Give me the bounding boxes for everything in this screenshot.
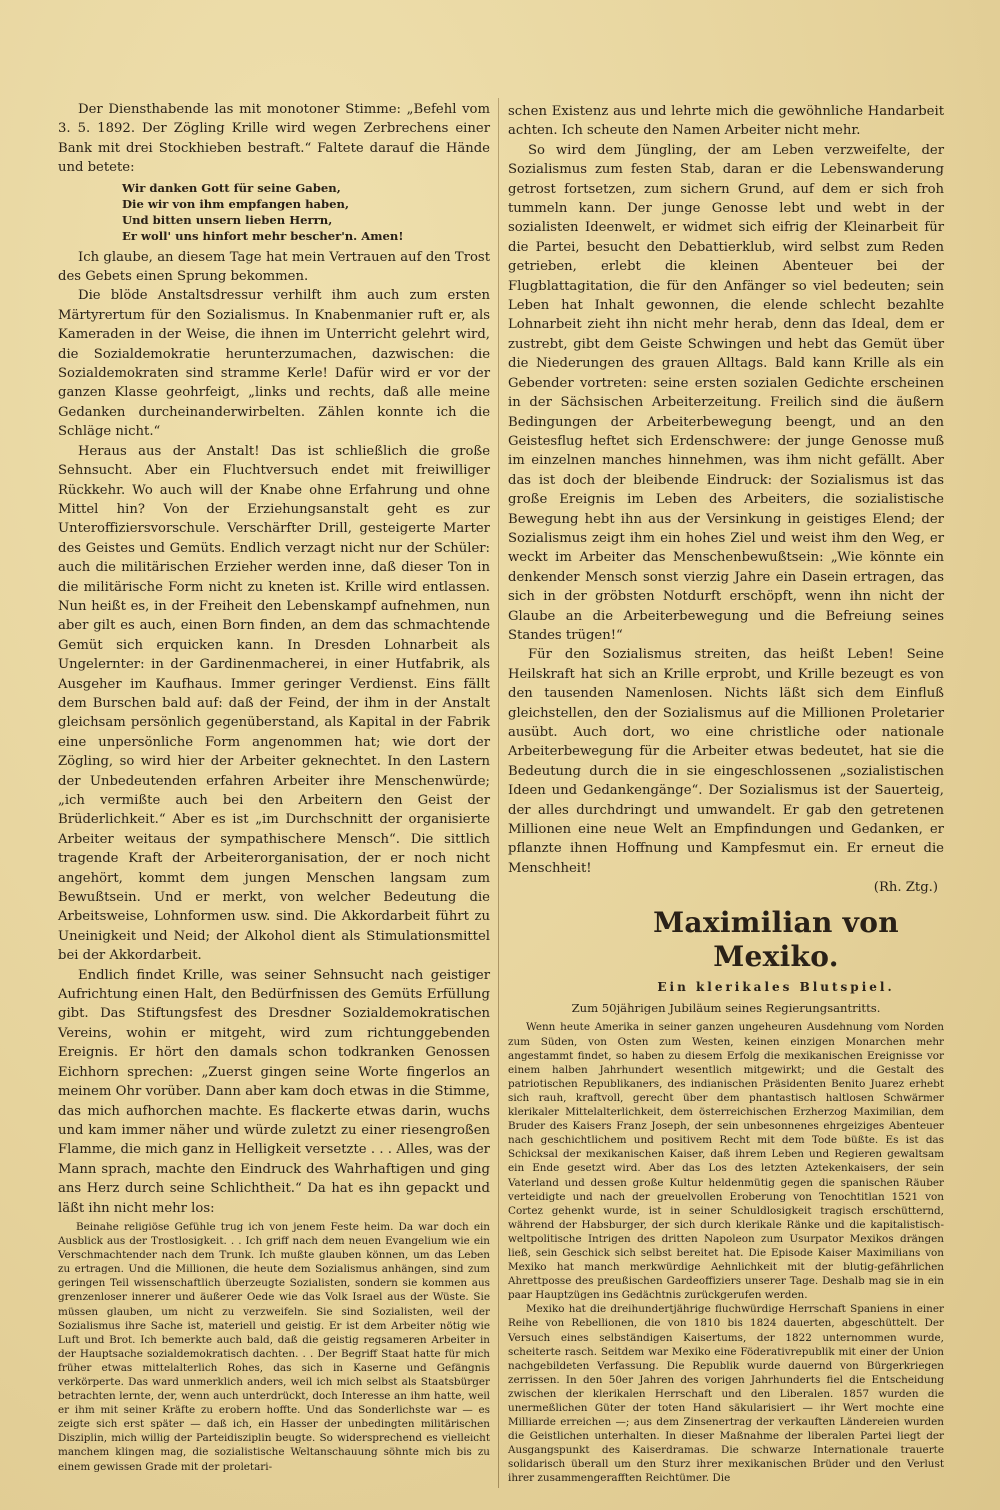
paragraph-awakening: Endlich findet Krille, was seiner Sehnsucht nach geistiger Aufrichtung einen Halt, den Bedürfnissen des Gemüts Erfüllung gibt. Das Stiftungsfest des Dresdner Sozialdemokratischen Vereins, wohin er mitgeht, wird zum richtunggebenden Ereignis. Er hört den damals schon todkranken Genossen Eichhorn sprechen: „Zuerst gingen seine Worte fingerlos an meinem Ohr vorüber. Dann aber kam doch etwas in die Stimme, das mich aufhorchen machte. Es flackerte etwas darin, wuchs und kam immer näher und würde zuletzt zu einer riesengroßen Flamme, die mich ganz in Helligkeit versetzte . . . Alles, was der Mann sprach, machte den Eindruck des Wahrhaftigen und ging ans Herz durch seine Schlichtheit.“ Da hat es ihn gepackt und läßt ihn nicht mehr los: [58, 967, 490, 1216]
quote-text: Beinahe religiöse Gefühle trug ich von jenem Feste heim. Da war doch ein Ausblick aus der Trostlosigkeit. . . Ich griff nach dem neuen Evangelium wie ein Verschmachtender nach dem Trunk. Ich mußte glauben können, um das Leben zu ertragen. Und die Millionen, die heute dem Sozialismus anhängen, sind zum geringen Teil wissenschaftlich überzeugte Sozialisten, sondern sie kommen aus grenzenloser innerer und äußerer Oede wie das Volk Israel aus der Wüste. Sie müssen glauben, um nicht zu verzweifeln. Sie sind Sozialisten, weil der Sozialismus ihre Sache ist, materiell und geistig. Er ist dem Arbeiter nötig wie Luft und Brot. Ich bemerkte auch bald, daß die geistig regsameren Arbeiter in der Hauptsache sozialdemokratisch dachten. . . Der Begriff Staat hatte für mich früher etwas mittelalterlich Rohes, das sich in Kaserne und Gefängnis verkörperte. Das ward unmerklich anders, weil ich mich selbst als Staatsbürger betrachten lernte, der, wenn auch unterdrückt, doch Interesse an ihm hatte, weil er ihm mit seiner Kräfte zu erobern hoffte. Und das Sonderlichste war — es zeigte sich erst später — daß ich, ein Hasser der unbedingten militärischen Disziplin, mich willig der Parteidisziplin beugte. So widersprechend es vielleicht manchem klingen mag, die sozialistische Weltanschauung söhnte mich bis zu einem gewissen Grade mit der proletari- [58, 1220, 490, 1473]
prayer-verse [122, 180, 490, 244]
left-column [58, 100, 490, 1474]
article-subtitle: Ein klerikales Blutspiel. [657, 979, 895, 994]
column-divider [498, 98, 499, 1488]
article-title: Maximilian von Mexiko. [653, 905, 899, 973]
paragraph-escape: Heraus aus der Anstalt! Das ist schließlich die große Sehnsucht. Aber ein Fluchtversuch endet mit freiwilliger Rückkehr. Wo auch will der Knabe ohne Erfahrung und ohne Mittel hin? Von der Erziehungsanstalt geht es zur Unteroffiziersvorschule. Verschärfter Drill, gesteigerte Marter des Geistes und Gemüts. Endlich verzagt nicht nur der Schüler: auch die militärischen Erzieher werden inne, daß dieser Ton in die militärische Form nicht zu kneten ist. Krille wird entlassen. Nun heißt es, in der Freiheit den Lebenskampf aufnehmen, nun aber gilt es auch, einen Born finden, an dem das schmachtende Gemüt sich erquicken kann. In Dresden Lohnarbeit als Ungelernter: in der Gardinenmacherei, in einer Hutfabrik, als Ausgeher im Kaufhaus. Immer geringer Verdienst. Eins fällt dem Burschen bald auf: daß der Feind, der ihm in der Anstalt gleichsam persönlich gegenüberstand, als Kapital in der Fabrik eine unpersönliche Form angenommen hat; wie dort der Zögling, so wird hier der Arbeiter geknechtet. In den Lastern der Unbedeutenden erfahren Arbeiter ihre Menschenwürde; „ich vermißte auch bei den Arbeitern den Geist der Brüderlichkeit.“ Aber es ist „im Durchschnitt der organisierte Arbeiter weitaus der sympathischere Mensch“. Die sittlich tragende Kraft der Arbeiterorganisation, der er noch nicht angehört, kommt dem jungen Menschen langsam zum Bewußtsein. Und er merkt, von welcher Bedeutung die Arbeitsweise, Lohnformen usw. sind. Die Akkordarbeit führt zu Uneinigkeit und Neid; der Alkohol dient als Stimulationsmittel bei der Akkordarbeit. [58, 443, 490, 964]
article-body [508, 1020, 944, 1485]
article-paragraph: Mexiko hat die dreihundertjährige fluchwürdige Herrschaft Spaniens in einer Reihe von Rebellionen, die von 1810 bis 1824 dauerten, abgeschüttelt. Der Versuch eines selbständigen Kaisertums, der 1822 unternommen wurde, scheiterte rasch. Seitdem war Mexiko eine Föderativrepublik mit einer der Union nachgebildeten Verfassung. Die Republik wurde dauernd von Bürgerkriegen zerrissen. In den 50er Jahren des vorigen Jahrhunderts fiel die Entscheidung zwischen der klerikalen Herrschaft und den Liberalen. 1857 wurden die unermeßlichen Güter der toten Hand säkularisiert — ihr Wert mochte eine Milliarde erreichen —; aus dem Zinsenertrag der verkauften Ländereien wurden die Geistlichen unterhalten. In dieser Maßnahme der liberalen Partei liegt der Ausgangspunkt des Kaiserdramas. Die schwarze Internationale trauerte solidarisch überall um den Sturz ihrer mexikanischen Brüder und den Verlust ihrer zusammengerafften Reichtümer. Die [508, 1303, 944, 1485]
article-paragraph: Wenn heute Amerika in seiner ganzen ungeheuren Ausdehnung vom Norden zum Süden, von Osten zum Westen, keinen einzigen Monarchen mehr angestammt findet, so haben zu diesem Erfolg die mexikanischen Ereignisse vor einem halben Jahrhundert wesentlich mitgewirkt; und die Gestalt des patriotischen Republikaners, des indianischen Präsidenten Benito Juarez erhebt sich rauh, kraftvoll, gerecht über dem phantastisch haltlosen Schwärmer klerikaler Mittelalterlichkeit, dem österreichischen Erzherzog Maximilian, dem Bruder des Kaisers Franz Joseph, der sein unbesonnenes ehrgeiziges Abenteuer nach geschichtlichem und positivem Recht mit dem Tode büßte. Es ist das Schicksal der mexikanischen Kaiser, daß ihrem Leben und Regieren gewaltsam ein Ende gesetzt wird. Aber das Los des letzten Aztekenkaisers, der sein Vaterland und dessen große Kultur heldenmütig gegen die spanischen Räuber verteidigte und nach der greuelvollen Eroberung von Tenochtitlan 1521 von Cortez gehenkt wurde, ist in seiner Schuldlosigkeit tragisch erschütternd, während der Habsburger, der sich durch klerikale Ränke und die kapitalistisch-weltpolitische Intrigen des dritten Napoleon zum Usurpator Mexikos drängen ließ, sein Geschick sich selbst bereitet hat. Die Episode Kaiser Maximilians von Mexiko hat manch merkwürdige Aehnlichkeit mit der blutig-gefährlichen Ahrettposse des preußischen Gardeoffiziers unserer Tage. Deshalb mag sie in ein paar Hauptzügen ins Gedächtnis zurückgerufen werden. [508, 1021, 944, 1302]
paragraph-order-reading: Der Diensthabende las mit monotoner Stimme: „Befehl vom 3. 5. 1892. Der Zögling Krille wird wegen Zerbrechens einer Bank mit drei Stockhieben bestraft.“ Faltete darauf die Hände und betete: [58, 102, 490, 176]
paragraph-socialism-life: Für den Sozialismus streiten, das heißt Leben! Seine Heilskraft hat sich an Krille erprobt, und Krille bezeugt es von den tausenden Namenlosen. Nichts läßt sich dem Einfluß gleichstellen, den der Sozialismus auf die Millionen Proletarier ausübt. Auch dort, wo eine christliche oder nationale Arbeiterbewegung für die Arbeiter etwas bedeutet, hat sie die Bedeutung durch die in sie eingeschlossenen „sozialistischen Ideen und Gedankengänge“. Der Sozialismus ist der Sauerteig, der alles durchdringt und umwandelt. Er gab den getretenen Millionen eine neue Welt an Empfindungen und Gedanken, er pflanzte ihnen Hoffnung und Kampfesmut ein. Er erneut die Menschheit! [508, 647, 944, 876]
verse-line: Und bitten unsern lieben Herrn, [122, 212, 333, 227]
source-attribution: (Rh. Ztg.) [873, 880, 938, 896]
paragraph-continuation: schen Existenz aus und lehrte mich die gewöhnliche Handarbeit achten. Ich scheute den Namen Arbeiter nicht mehr. [508, 104, 944, 139]
verse-line: Die wir von ihm empfangen haben, [122, 196, 349, 211]
paragraph-martyrdom: Die blöde Anstaltsdressur verhilft ihm auch zum ersten Märtyrertum für den Sozialismus. In Knabenmanier ruft er, als Kameraden in der Weise, die ihnen im Unterricht gelehrt wird, die Sozialdemokratie herunterzumachen, dazwischen: die Sozialdemokraten sind stramme Kerle! Dafür wird er vor der ganzen Klasse geohrfeigt, „links und rechts, daß alle meine Gedanken durcheinanderwirbelten. Zählen konnte ich die Schläge nicht.“ [58, 288, 490, 440]
verse-line: Er woll' uns hinfort mehr bescher'n. Amen! [122, 228, 404, 243]
quote-block [58, 1220, 490, 1474]
right-column [508, 102, 944, 1486]
paragraph-youth: So wird dem Jüngling, der am Leben verzweifelte, der Sozialismus zum festen Stab, daran er die Lebenswanderung getrost fortsetzen, zum sichern Grund, auf dem er sich froh tummeln kann. Der junge Genosse lebt und webt in der sozialisten Ideenwelt, er widmet sich eifrig der Kleinarbeit für die Partei, besucht den Debattierklub, wird selbst zum Reden getrieben, erlebt die kleinen Abenteuer bei der Flugblattagitation, die für den Anfänger so viel bedeuten; sein Leben hat Inhalt gewonnen, die elende schlecht bezahlte Lohnarbeit zieht ihn nicht mehr herab, denn das Ideal, dem er zustrebt, gibt dem Geiste Schwingen und hebt das Gemüt über die Niederungen des grauen Alltags. Bald kann Krille als ein Gebender vortreten: seine ersten sozialen Gedichte erscheinen in der Sächsischen Arbeiterzeitung. Freilich sind die äußern Bedingungen der Arbeiterbewegung beengt, und an den Geistesflug heftet sich Erdenschwere: der junge Genosse muß im einzelnen manches hinnehmen, was ihm nicht gefällt. Aber das ist doch der bleibende Eindruck: der Sozialismus ist das große Ereignis im Leben des Arbeiters, die sozialistische Bewegung hebt ihn aus der Versinkung in geistiges Elend; der Sozialismus zeigt ihm ein hohes Ziel und weist ihm den Weg, er weckt im Arbeiter das Menschenbewußtsein: „Wie könnte ein denkender Mensch sonst vierzig Jahre ein Dasein ertragen, das sich in der gröbsten Notdurft erschöpft, wenn ihn nicht der Glaube an die Arbeiterbewegung und die Befreiung seines Standes trügen!“ [508, 142, 944, 643]
verse-line: Wir danken Gott für seine Gaben, [122, 180, 341, 195]
article-dateline: Zum 50jährigen Jubiläum seines Regierungsantritts. [571, 1001, 881, 1016]
paragraph-trust: Ich glaube, an diesem Tage hat mein Vertrauen auf den Trost des Gebets einen Sprung bekommen. [58, 249, 490, 285]
